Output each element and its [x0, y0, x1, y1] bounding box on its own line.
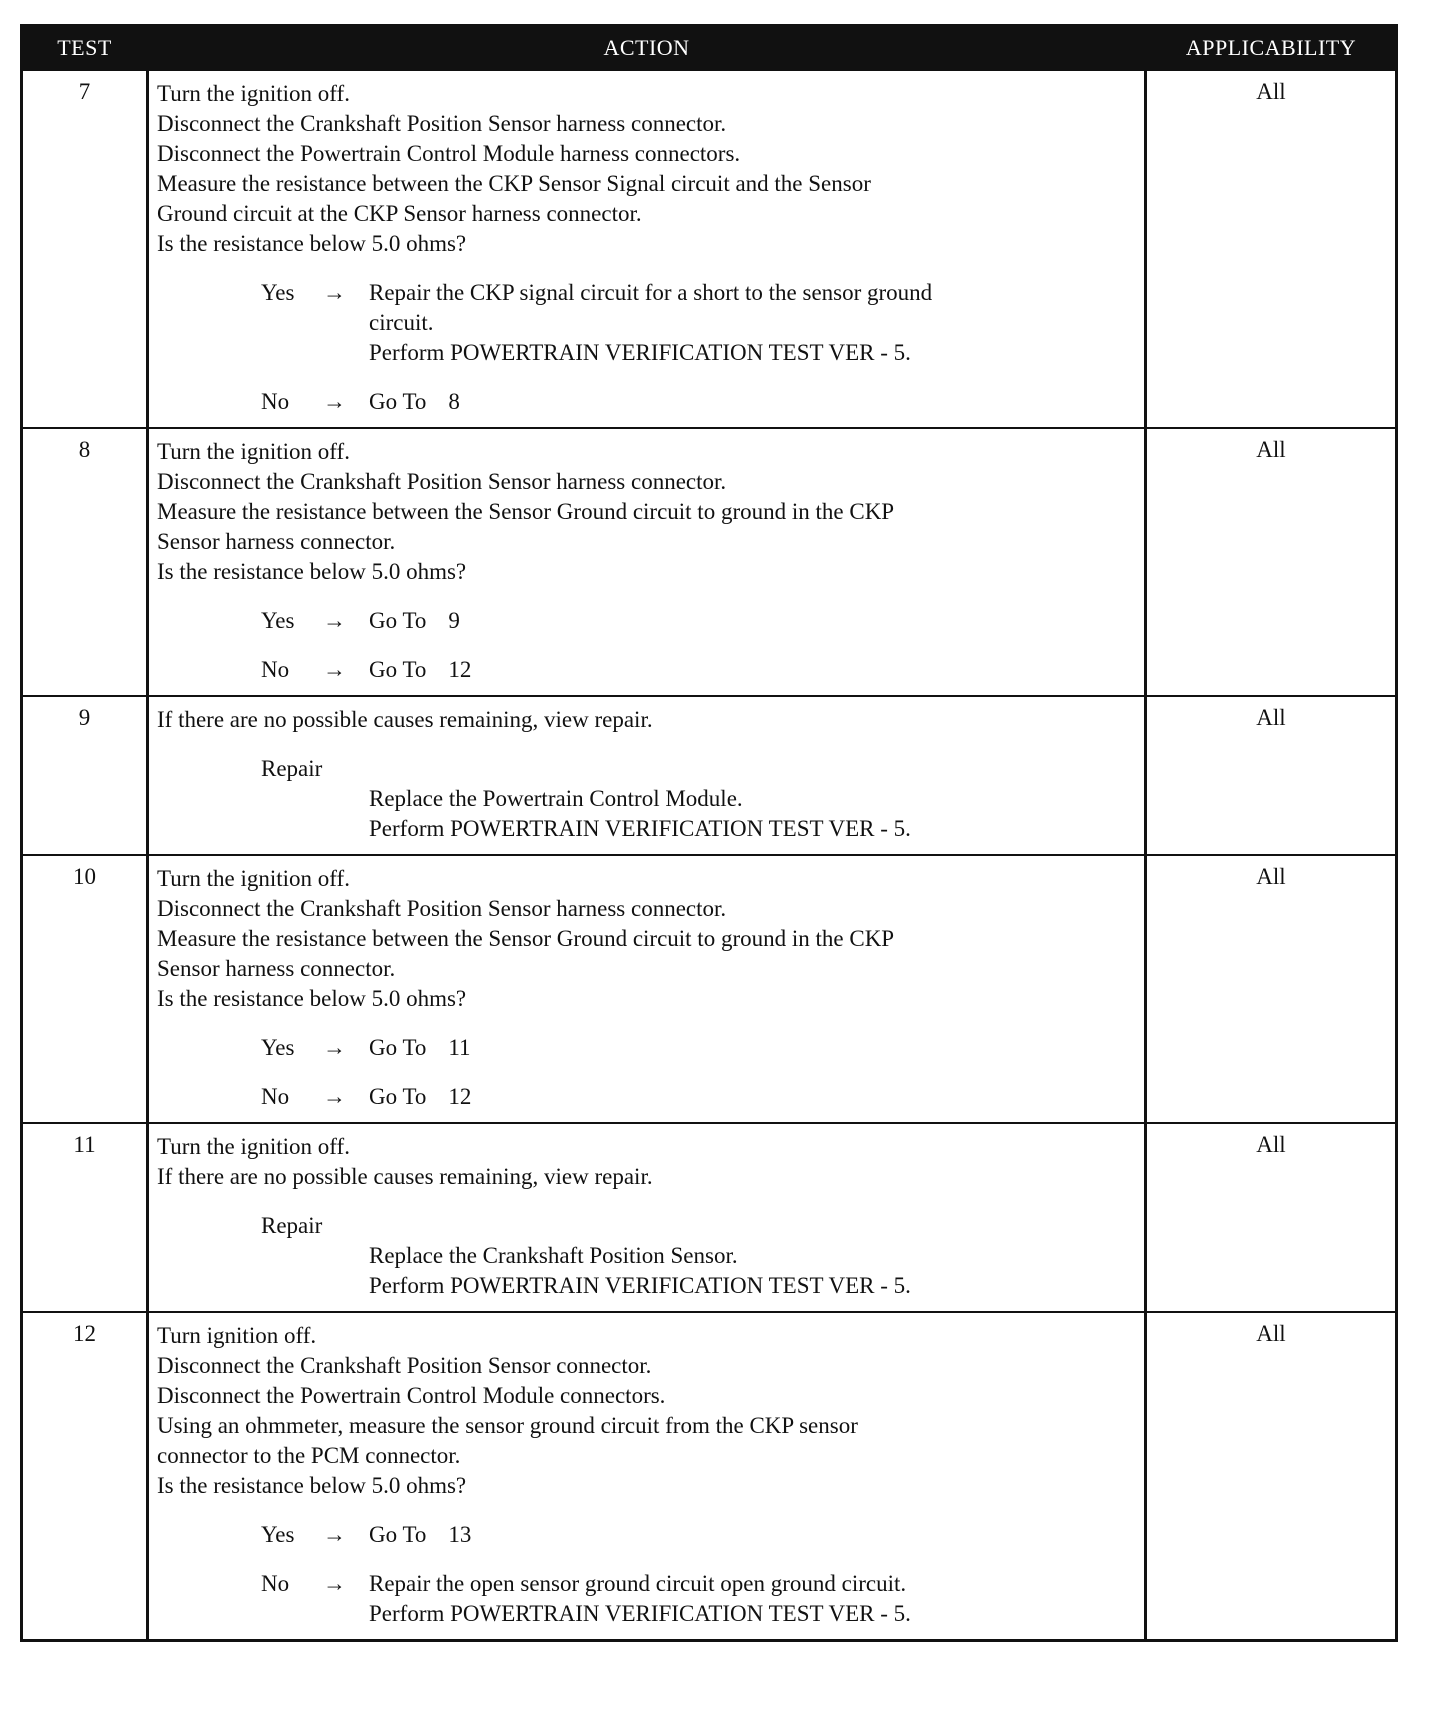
repair-line: Replace the Powertrain Control Module.	[369, 786, 743, 811]
test-number: 7	[78, 79, 91, 104]
arrow-icon: →	[323, 1035, 346, 1060]
test-number: 11	[73, 1132, 96, 1157]
table-row	[23, 695, 1395, 854]
table-row	[23, 427, 1395, 695]
action-cell	[146, 71, 1147, 427]
branch-line: Perform POWERTRAIN VERIFICATION TEST VER - 5.	[369, 340, 911, 365]
table-row	[23, 69, 1395, 427]
goto-label: Go To	[369, 1035, 427, 1060]
table-header	[23, 27, 1395, 69]
test-number: 12	[73, 1321, 96, 1346]
table-row	[23, 1311, 1395, 1639]
applicability-value: All	[1256, 79, 1286, 104]
action-line: Disconnect the Crankshaft Position Sensor connector.	[157, 1353, 652, 1378]
action-line: Disconnect the Crankshaft Position Sensor harness connector.	[157, 469, 727, 494]
goto-target: 11	[448, 1035, 471, 1060]
action-line: Sensor harness connector.	[157, 529, 396, 554]
action-line: If there are no possible causes remaining, view repair.	[157, 707, 653, 732]
table-row	[23, 854, 1395, 1122]
branch-line: Repair the open sensor ground circuit open ground circuit.	[369, 1571, 907, 1596]
branch-text	[369, 278, 1136, 368]
goto-target: 12	[448, 657, 472, 682]
test-number: 9	[78, 705, 91, 730]
arrow-icon: →	[323, 657, 346, 682]
repair-line: Perform POWERTRAIN VERIFICATION TEST VER - 5.	[369, 1273, 911, 1298]
branch-label: No	[261, 389, 290, 414]
repair-block	[157, 754, 1136, 844]
arrow-icon: →	[323, 280, 346, 305]
action-line: Turn the ignition off.	[157, 81, 350, 106]
action-line: Sensor harness connector.	[157, 956, 396, 981]
arrow-icon: →	[323, 389, 346, 414]
action-line: Turn the ignition off.	[157, 1134, 350, 1159]
yes-branch	[157, 606, 1136, 636]
action-line: Turn ignition off.	[157, 1323, 317, 1348]
goto-target: 13	[448, 1522, 472, 1547]
action-cell	[146, 856, 1147, 1122]
action-line: Disconnect the Powertrain Control Module harness connectors.	[157, 141, 741, 166]
action-line: If there are no possible causes remaining, view repair.	[157, 1164, 653, 1189]
action-line: Using an ohmmeter, measure the sensor ground circuit from the CKP sensor	[157, 1413, 858, 1438]
action-line: Disconnect the Crankshaft Position Sensor harness connector.	[157, 896, 727, 921]
action-line: Disconnect the Crankshaft Position Sensor harness connector.	[157, 111, 727, 136]
action-line: Measure the resistance between the Sensor Ground circuit to ground in the CKP	[157, 926, 895, 951]
applicability-value: All	[1256, 437, 1286, 462]
test-number: 10	[73, 864, 96, 889]
applicability-value: All	[1256, 705, 1286, 730]
action-cell	[146, 697, 1147, 854]
action-cell	[146, 1124, 1147, 1311]
diagnostic-test-table	[20, 24, 1398, 1642]
arrow-icon: →	[323, 1084, 346, 1109]
branch-label: Yes	[261, 1522, 295, 1547]
branch-line: Perform POWERTRAIN VERIFICATION TEST VER - 5.	[369, 1601, 911, 1626]
repair-label: Repair	[261, 756, 323, 781]
branch-label: Yes	[261, 608, 295, 633]
applicability-value: All	[1256, 864, 1286, 889]
arrow-icon: →	[323, 608, 346, 633]
table-row	[23, 1122, 1395, 1311]
branch-label: No	[261, 1084, 290, 1109]
branch-line: circuit.	[369, 310, 434, 335]
test-number: 8	[78, 437, 91, 462]
action-line: Turn the ignition off.	[157, 866, 350, 891]
action-line: Turn the ignition off.	[157, 439, 350, 464]
action-line: Is the resistance below 5.0 ohms?	[157, 986, 467, 1011]
goto-label: Go To	[369, 389, 427, 414]
goto-label: Go To	[369, 608, 427, 633]
branch-label: No	[261, 1571, 290, 1596]
action-line: connector to the PCM connector.	[157, 1443, 461, 1468]
applicability-value: All	[1256, 1321, 1286, 1346]
branch-label: No	[261, 657, 290, 682]
goto-label: Go To	[369, 1084, 427, 1109]
header-test: TEST	[57, 35, 112, 60]
repair-line: Perform POWERTRAIN VERIFICATION TEST VER - 5.	[369, 816, 911, 841]
yes-branch	[157, 1520, 1136, 1550]
branch-line: Repair the CKP signal circuit for a short to the sensor ground	[369, 280, 933, 305]
no-branch	[157, 387, 1136, 417]
no-branch	[157, 655, 1136, 685]
repair-label: Repair	[261, 1213, 323, 1238]
goto-target: 8	[448, 389, 460, 414]
action-line: Disconnect the Powertrain Control Module connectors.	[157, 1383, 666, 1408]
branch-label: Yes	[261, 280, 295, 305]
goto-target: 9	[448, 608, 460, 633]
yes-branch	[157, 1033, 1136, 1063]
no-branch	[157, 1569, 1136, 1629]
branch-label: Yes	[261, 1035, 295, 1060]
action-line: Measure the resistance between the Sensor Ground circuit to ground in the CKP	[157, 499, 895, 524]
arrow-icon: →	[323, 1522, 346, 1547]
goto-label: Go To	[369, 657, 427, 682]
no-branch	[157, 1082, 1136, 1112]
action-line: Is the resistance below 5.0 ohms?	[157, 1473, 467, 1498]
arrow-icon: →	[323, 1571, 346, 1596]
goto-label: Go To	[369, 1522, 427, 1547]
repair-line: Replace the Crankshaft Position Sensor.	[369, 1243, 738, 1268]
action-line: Measure the resistance between the CKP Sensor Signal circuit and the Sensor	[157, 171, 871, 196]
header-applicability: APPLICABILITY	[1185, 35, 1357, 60]
applicability-value: All	[1256, 1132, 1286, 1157]
action-line: Ground circuit at the CKP Sensor harness connector.	[157, 201, 642, 226]
yes-branch	[157, 278, 1136, 368]
action-cell	[146, 1313, 1147, 1639]
header-action: ACTION	[603, 35, 690, 60]
repair-block	[157, 1211, 1136, 1301]
action-cell	[146, 429, 1147, 695]
action-line: Is the resistance below 5.0 ohms?	[157, 559, 467, 584]
action-line: Is the resistance below 5.0 ohms?	[157, 231, 467, 256]
goto-target: 12	[448, 1084, 472, 1109]
